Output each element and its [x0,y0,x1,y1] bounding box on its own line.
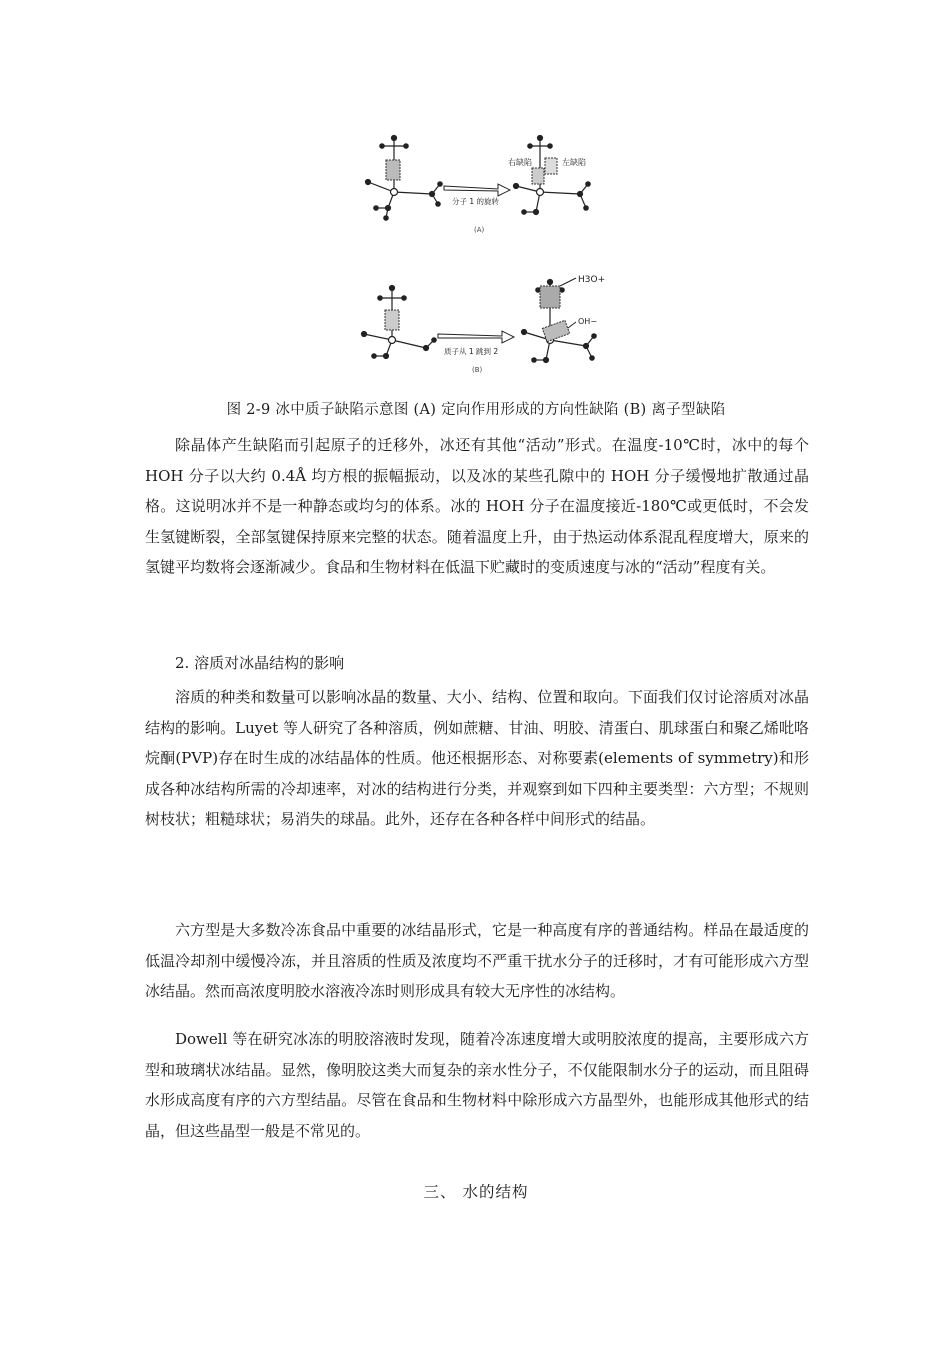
figure-panel-b [340,272,620,382]
panel-b-h3o-label: H3O+ [578,275,606,285]
figure-caption: 图 2-9 冰中质子缺陷示意图 (A) 定向作用形成的方向性缺陷 (B) 离子型缺陷 [226,402,726,418]
panel-b-label: (B) [472,366,483,374]
panel-b-arrow-label: 质子从 1 跳到 2 [444,347,499,356]
panel-b-oh-label: OH− [578,317,598,326]
paragraph-solute-types: 溶质的种类和数量可以影响冰晶的数量、大小、结构、位置和取向。下面我们仅讨论溶质对冰晶结构的影响。Luyet 等人研究了各种溶质，例如蔗糖、甘油、明胶、清蛋白、肌球蛋白和聚乙烯吡咯烷酮(PVP)存在时生成的冰结晶体的性质。他还根据形态、对称要素(elements of symmetry)和形成各种冰结构所需的冷却速率，对冰的结构进行分类，并观察到如下四种主要类型：六方型；不规则树枝状；粗糙球状；易消失的球晶。此外，还存在各种各样中间形式的结晶。 [145,688,809,828]
panel-a-label: (A) [474,226,485,234]
paragraph-2-container [145,682,809,835]
panel-a-right-defect-label: 右缺陷 [508,158,532,167]
section-heading-solute-effect: 2. 溶质对冰晶结构的影响 [175,654,345,672]
paragraph-3-container [145,915,809,1007]
section-heading-water-structure: 三、 水的结构 [423,1183,529,1201]
figure-panel-a [340,132,620,240]
panel-a-left-defect-label: 左缺陷 [562,158,586,167]
paragraph-1-container [145,430,809,583]
paragraph-4-container [145,1024,809,1146]
paragraph-dowell-gelatin: Dowell 等在研究冰冻的明胶溶液时发现，随着冷冻速度增大或明胶浓度的提高，主要形成六方型和玻璃状冰结晶。显然，像明胶这类大而复杂的亲水性分子，不仅能限制水分子的运动，而且阻碍水形成高度有序的六方型结晶。尽管在食品和生物材料中除形成六方晶型外，也能形成其他形式的结晶，但这些晶型一般是不常见的。 [145,1030,809,1140]
paragraph-hexagonal-ice: 六方型是大多数冷冻食品中重要的冰结晶形式，它是一种高度有序的普通结构。样品在最适度的低温冷却剂中缓慢冷冻，并且溶质的性质及浓度均不严重干扰水分子的迁移时，才有可能形成六方型冰结晶。然而高浓度明胶水溶液冷冻时则形成具有较大无序性的冰结构。 [145,921,809,1000]
paragraph-ice-activity: 除晶体产生缺陷而引起原子的迁移外，冰还有其他“活动”形式。在温度-10℃时，冰中的每个 HOH 分子以大约 0.4Å 均方根的振幅振动，以及冰的某些孔隙中的 HOH 分子缓慢地扩散通过晶格。这说明冰并不是一种静态或均匀的体系。冰的 HOH 分子在温度接近-180℃或更低时，不会发生氢键断裂，全部氢键保持原来完整的状态。随着温度上升，由于热运动体系混乱程度增大，原来的氢键平均数将会逐渐减少。食品和生物材料在低温下贮藏时的变质速度与冰的“活动”程度有关。 [145,436,809,576]
panel-a-arrow-label: 分子 1 的旋转 [452,197,500,206]
